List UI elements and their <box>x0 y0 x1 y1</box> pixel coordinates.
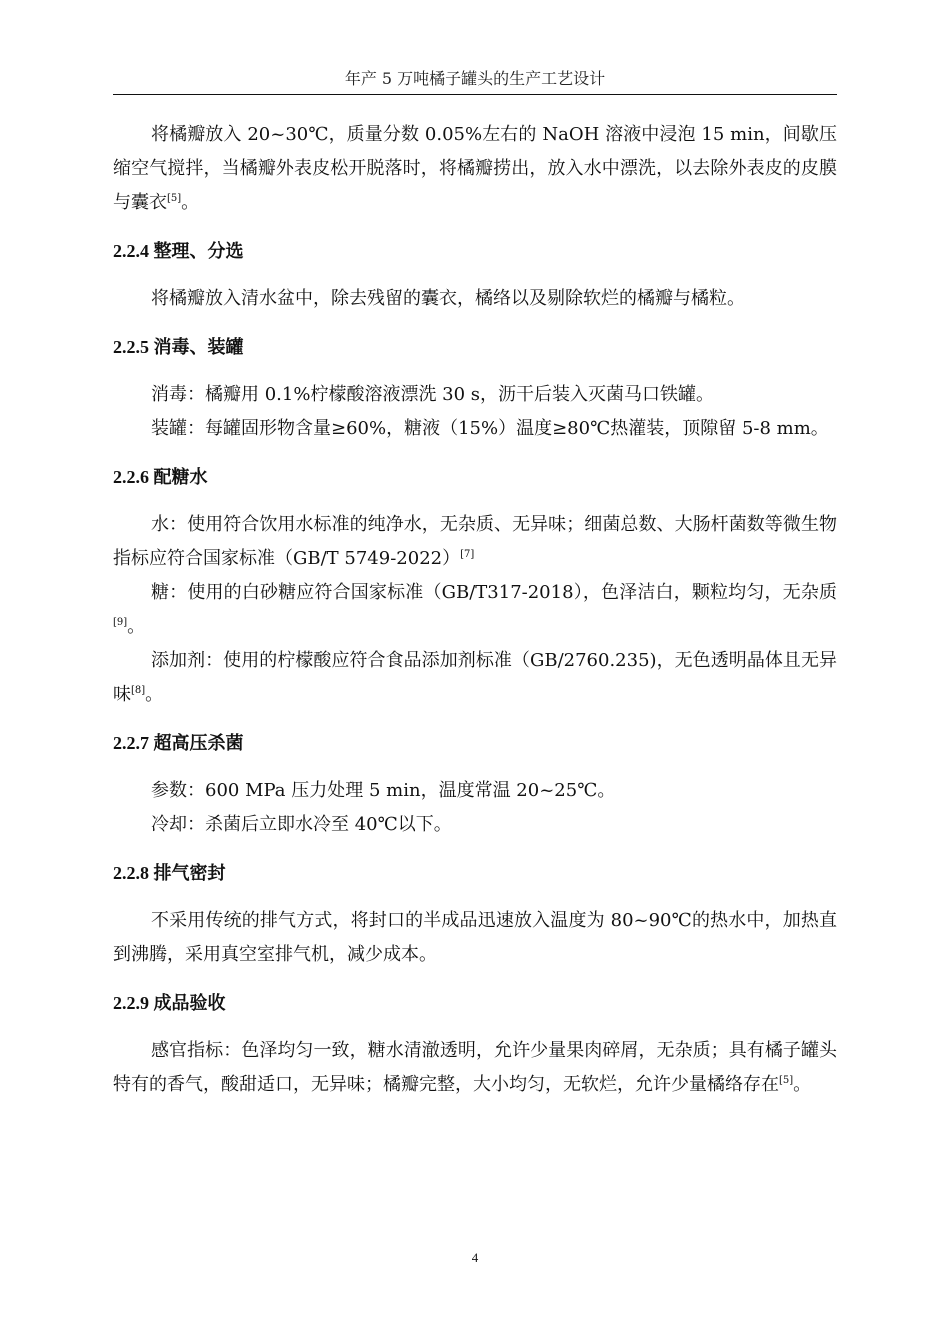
paragraph: 冷却：杀菌后立即水冷至 40℃以下。 <box>151 814 452 835</box>
citation: [7] <box>460 549 475 560</box>
citation: [5] <box>779 1075 794 1086</box>
running-header: 年产 5 万吨橘子罐头的生产工艺设计 <box>113 66 837 95</box>
page-body <box>113 118 837 1102</box>
paragraph: 参数：600 MPa 压力处理 5 min，温度常温 20~25℃。 <box>151 780 616 801</box>
citation: [5] <box>167 193 182 204</box>
section-heading: 2.2.4 整理、分选 <box>113 241 244 261</box>
page-number: 4 <box>471 1250 479 1265</box>
section-heading: 2.2.5 消毒、装罐 <box>113 337 244 357</box>
citation: [9] <box>113 617 128 628</box>
paragraph: 将橘瓣放入清水盆中，除去残留的囊衣，橘络以及剔除软烂的橘瓣与橘粒。 <box>151 288 745 309</box>
paragraph: 装罐：每罐固形物含量≥60%，糖液（15%）温度≥80℃热灌装，顶隙留 5-8 mm。 <box>151 418 829 439</box>
section-heading: 2.2.9 成品验收 <box>113 993 226 1013</box>
paragraph: 消毒：橘瓣用 0.1%柠檬酸溶液漂洗 30 s，沥干后装入灭菌马口铁罐。 <box>151 384 715 405</box>
paragraph: 不采用传统的排气方式，将封口的半成品迅速放入温度为 80~90℃的热水中，加热直到沸腾，采用真空室排气机，减少成本。 <box>113 910 837 965</box>
paragraph: 将橘瓣放入 20~30℃，质量分数 0.05%左右的 NaOH 溶液中浸泡 15 min，间歇压缩空气搅拌，当橘瓣外表皮松开脱落时，将橘瓣捞出，放入水中漂洗，以去除外表皮的皮膜与囊衣[5]。 <box>113 124 837 213</box>
paragraph: 添加剂：使用的柠檬酸应符合食品添加剂标准（GB/2760.235)，无色透明晶体且无异味[8]。 <box>113 650 837 705</box>
paragraph: 糖：使用的白砂糖应符合国家标准（GB/T317-2018），色泽洁白，颗粒均匀，无杂质[9]。 <box>113 582 837 637</box>
citation: [8] <box>131 685 146 696</box>
section-heading: 2.2.6 配糖水 <box>113 467 208 487</box>
paragraph: 感官指标：色泽均匀一致，糖水清澈透明，允许少量果肉碎屑，无杂质；具有橘子罐头特有的香气，酸甜适口，无异味；橘瓣完整，大小均匀，无软烂，允许少量橘络存在[5]。 <box>113 1040 837 1095</box>
section-heading: 2.2.7 超高压杀菌 <box>113 733 244 753</box>
section-heading: 2.2.8 排气密封 <box>113 863 226 883</box>
paragraph: 水：使用符合饮用水标准的纯净水，无杂质、无异味；细菌总数、大肠杆菌数等微生物指标应符合国家标准（GB/T 5749-2022）[7] <box>113 514 837 569</box>
